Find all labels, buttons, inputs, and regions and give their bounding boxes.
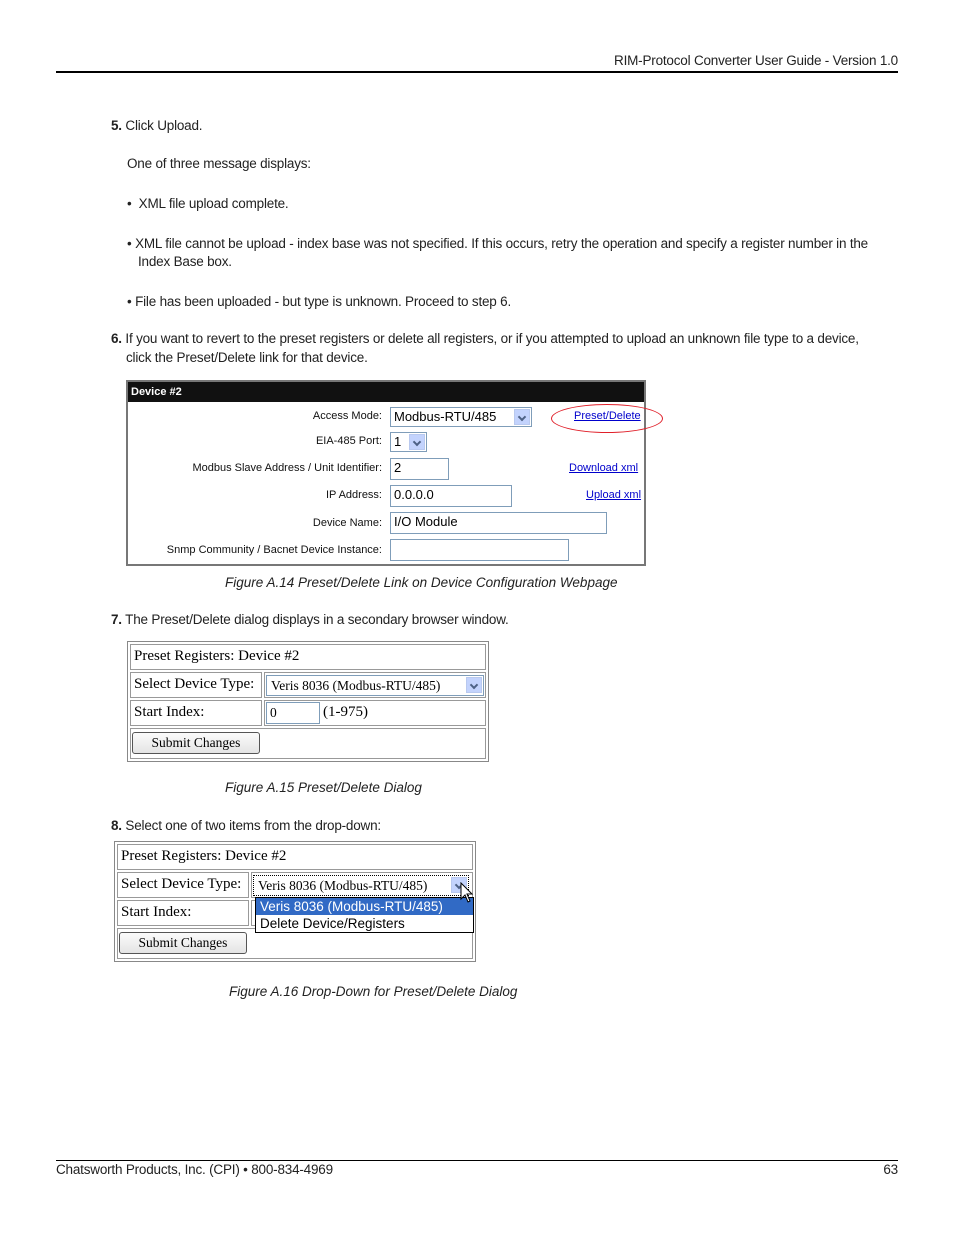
step-number: 5. bbox=[111, 118, 122, 133]
chevron-down-icon bbox=[514, 409, 530, 425]
step-8: 8. Select one of two items from the drop-down: bbox=[111, 818, 381, 833]
step-number: 8. bbox=[111, 818, 122, 833]
device-name-label: Device Name: bbox=[312, 517, 382, 529]
figure-caption: Figure A.14 Preset/Delete Link on Device Configuration Webpage bbox=[225, 575, 618, 590]
footer-rule bbox=[56, 1160, 898, 1161]
preset-dialog-dropdown bbox=[114, 841, 476, 962]
access-mode-select[interactable]: Modbus-RTU/485 bbox=[390, 407, 532, 427]
step-5 bbox=[111, 118, 202, 133]
snmp-community-input[interactable] bbox=[390, 539, 569, 561]
chevron-down-icon bbox=[409, 434, 425, 450]
submit-row bbox=[130, 728, 486, 759]
access-mode-label: Access Mode: bbox=[312, 410, 382, 422]
bullet-continuation: Index Base box. bbox=[138, 254, 232, 269]
header-rule bbox=[56, 71, 898, 73]
device-name-input[interactable]: I/O Module bbox=[390, 512, 607, 534]
bullet-item: • File has been uploaded - but type is unknown. Proceed to step 6. bbox=[127, 294, 512, 309]
bullet-item: • XML file upload complete. bbox=[127, 196, 289, 211]
figure-caption: Figure A.16 Drop-Down for Preset/Delete Dialog bbox=[229, 984, 518, 999]
device-title-bar: Device #2 bbox=[128, 382, 644, 402]
device-type-select[interactable]: Veris 8036 (Modbus-RTU/485) bbox=[253, 875, 469, 896]
device-type-select[interactable]: Veris 8036 (Modbus-RTU/485) bbox=[266, 675, 484, 696]
dialog-title: Preset Registers: Device #2 bbox=[117, 844, 473, 870]
device-type-label: Select Device Type: bbox=[130, 672, 262, 698]
index-range: (1-975) bbox=[323, 704, 368, 720]
eia485-port-select[interactable]: 1 bbox=[390, 432, 427, 452]
dialog-title: Preset Registers: Device #2 bbox=[130, 644, 486, 670]
step-number: 6. bbox=[111, 331, 122, 346]
preset-dialog bbox=[127, 641, 489, 762]
dropdown-option-veris[interactable]: Veris 8036 (Modbus-RTU/485) bbox=[256, 898, 473, 915]
device-type-dropdown-list bbox=[255, 897, 474, 933]
slave-address-label: Modbus Slave Address / Unit Identifier: bbox=[192, 462, 382, 474]
ip-address-input[interactable]: 0.0.0.0 bbox=[390, 485, 512, 507]
bullet-item: • XML file cannot be upload - index base was not specified. If this occurs, retry the operation and specify a register number in the bbox=[127, 236, 868, 251]
start-index-input[interactable]: 0 bbox=[266, 702, 320, 724]
chevron-down-icon bbox=[466, 677, 482, 693]
dropdown-option-delete[interactable]: Delete Device/Registers bbox=[260, 916, 405, 931]
footer-company: Chatsworth Products, Inc. (CPI) • 800-834-4969 bbox=[56, 1162, 333, 1177]
device-type-cell bbox=[264, 672, 486, 698]
upload-xml-link[interactable]: Upload xml bbox=[586, 489, 642, 501]
download-xml-link[interactable]: Download xml bbox=[569, 462, 639, 474]
device-type-cell bbox=[251, 872, 473, 898]
page-number: 63 bbox=[883, 1162, 898, 1177]
figure-caption: Figure A.15 Preset/Delete Dialog bbox=[225, 780, 422, 795]
snmp-community-label: Snmp Community / Bacnet Device Instance: bbox=[166, 544, 382, 556]
step-6: 6. If you want to revert to the preset registers or delete all registers, or if you attempted to upload an unknown file type to a device, bbox=[111, 331, 859, 346]
start-index-label: Start Index: bbox=[117, 900, 249, 926]
mouse-pointer-icon bbox=[460, 882, 474, 904]
preset-delete-link[interactable]: Preset/Delete bbox=[574, 410, 641, 422]
step-text: Click Upload. bbox=[125, 118, 203, 133]
message-intro: One of three message displays: bbox=[127, 156, 311, 171]
ip-address-label: IP Address: bbox=[325, 489, 382, 501]
step-6-continuation: click the Preset/Delete link for that device. bbox=[126, 350, 368, 365]
step-number: 7. bbox=[111, 612, 122, 627]
start-index-cell bbox=[264, 700, 486, 726]
step-7: 7. The Preset/Delete dialog displays in a secondary browser window. bbox=[111, 612, 509, 627]
eia485-port-label: EIA-485 Port: bbox=[315, 435, 382, 447]
running-header: RIM-Protocol Converter User Guide - Version 1.0 bbox=[614, 53, 898, 68]
device-config-panel bbox=[126, 380, 646, 566]
submit-changes-button[interactable]: Submit Changes bbox=[132, 732, 260, 754]
start-index-label: Start Index: bbox=[130, 700, 262, 726]
device-type-label: Select Device Type: bbox=[117, 872, 249, 898]
submit-changes-button[interactable]: Submit Changes bbox=[119, 932, 247, 954]
slave-address-input[interactable]: 2 bbox=[390, 458, 449, 480]
